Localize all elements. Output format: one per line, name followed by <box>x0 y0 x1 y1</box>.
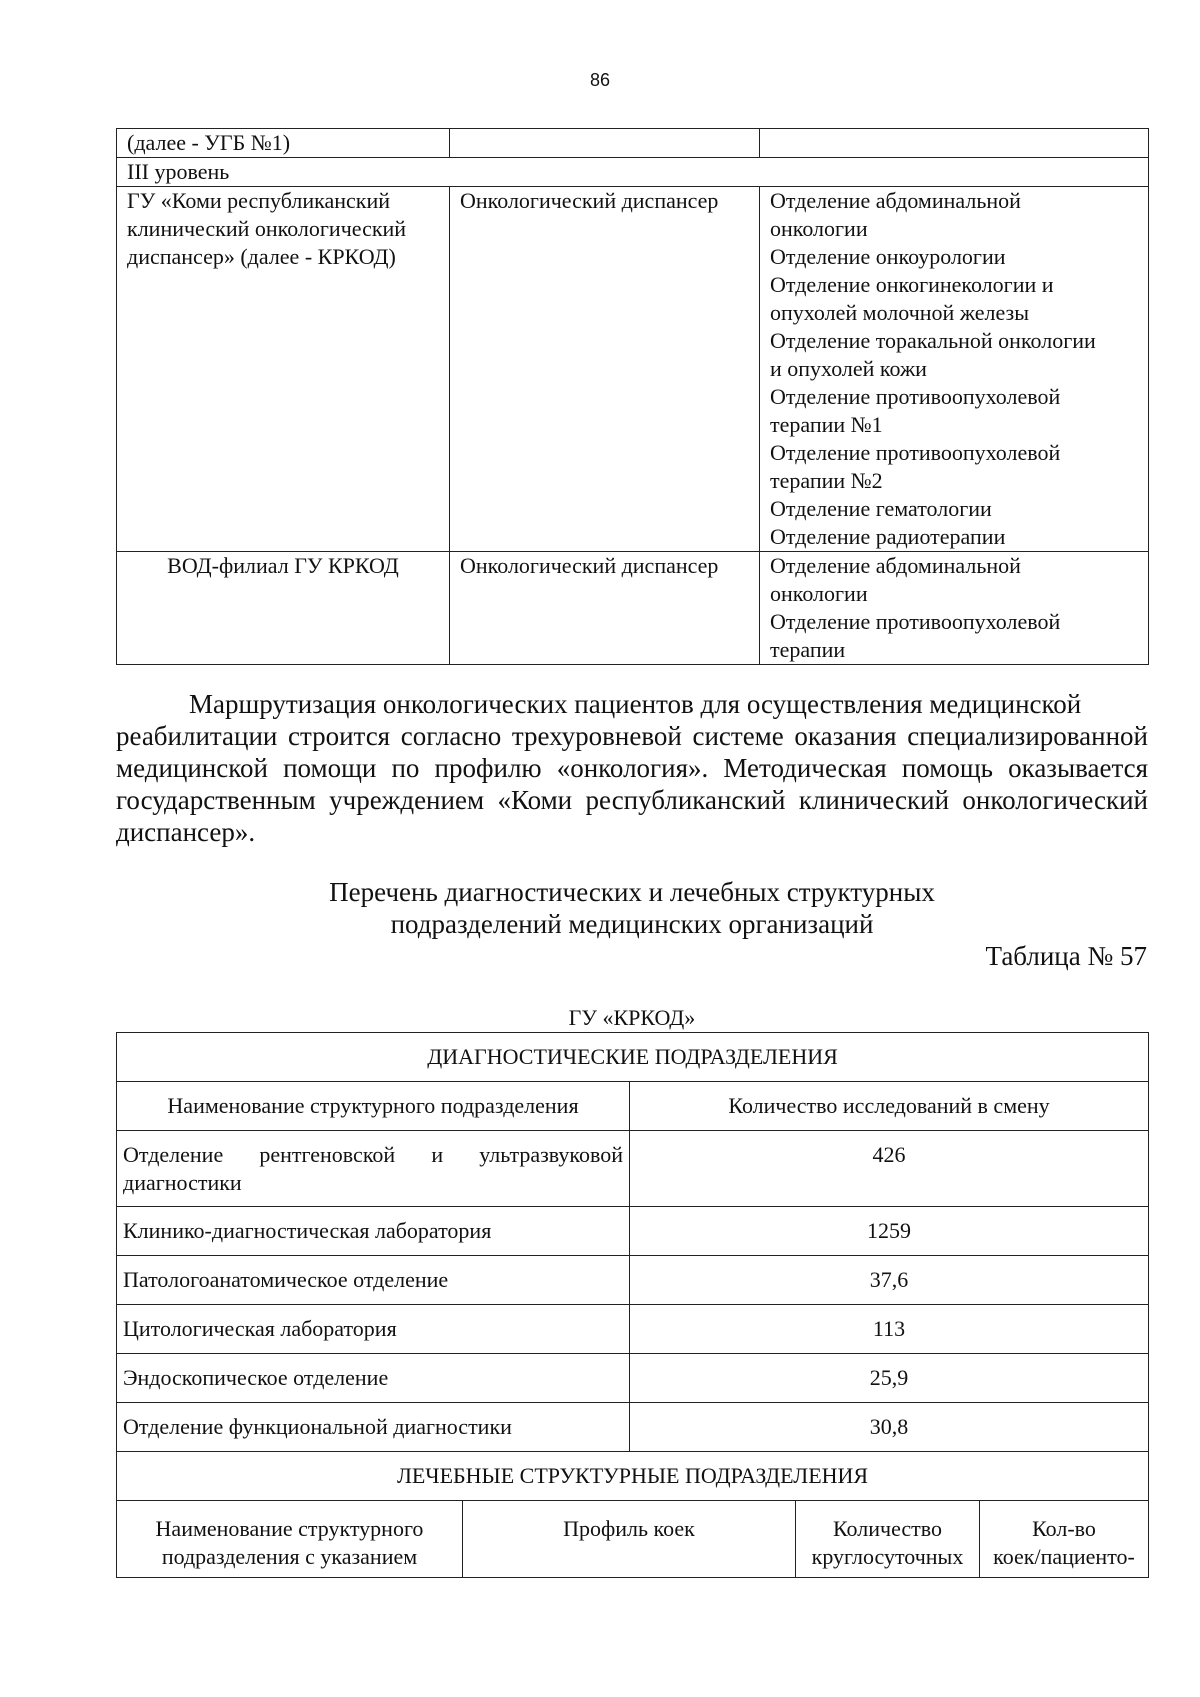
count-cell: 113 <box>630 1305 1149 1354</box>
cell-line: Отделение онкогинекологии и <box>770 272 1054 297</box>
column-header-count: Количество исследований в смену <box>630 1082 1149 1131</box>
header-line: подразделения с указанием <box>161 1544 418 1569</box>
type-cell <box>450 552 760 665</box>
table-row <box>117 129 1149 158</box>
dept-cell <box>760 129 1149 158</box>
cell-line: Отделение абдоминальной <box>770 188 1021 213</box>
count-cell: 25,9 <box>630 1354 1149 1403</box>
diag-section-heading: ДИАГНОСТИЧЕСКИЕ ПОДРАЗДЕЛЕНИЯ <box>117 1033 1149 1082</box>
header-line: круглосуточных <box>811 1544 964 1569</box>
cell-line: (далее - УГБ №1) <box>127 130 291 155</box>
table-row <box>117 1207 1149 1256</box>
dept-name-cell: Эндоскопическое отделение <box>117 1354 630 1403</box>
paragraph-line: помощь оказывается государственным учреждением «Коми республиканский <box>116 753 1148 815</box>
cell-line: онкологии <box>770 216 868 241</box>
table-row <box>117 1501 1149 1578</box>
table-row <box>117 1452 1149 1501</box>
paragraph-line: Маршрутизация онкологических пациентов для осуществления медицинской <box>189 689 1082 719</box>
table-row <box>117 1082 1149 1131</box>
column-header-profile: Профиль коек <box>463 1501 796 1578</box>
table-row <box>117 1354 1149 1403</box>
dept-name-cell: Отделение функциональной диагностики <box>117 1403 630 1452</box>
dept-cell <box>760 187 1149 552</box>
table-row <box>117 552 1149 665</box>
table-row <box>117 1256 1149 1305</box>
dept-name-cell: Цитологическая лаборатория <box>117 1305 630 1354</box>
header-line: Кол-во <box>1032 1516 1096 1541</box>
type-cell <box>450 187 760 552</box>
cell-line: Отделение радиотерапии <box>770 524 1006 549</box>
count-cell: 426 <box>630 1131 1149 1207</box>
cell-line: клинический онкологический <box>127 216 407 241</box>
table-number: Таблица № 57 <box>985 941 1147 971</box>
dept-name-line <box>123 1131 623 1169</box>
column-header-beds <box>796 1501 980 1578</box>
table-row <box>117 158 1149 187</box>
cell-line: и опухолей кожи <box>770 356 927 381</box>
table-row <box>117 1305 1149 1354</box>
paragraph-line: реабилитации строится согласно трехуровневой системе оказания <box>116 721 897 751</box>
dept-name-line: диагностики <box>123 1170 242 1195</box>
cell-line: онкологии <box>770 581 868 606</box>
table-row <box>117 1403 1149 1452</box>
cell-line: Отделение противоопухолевой <box>770 384 1061 409</box>
cell-line: Онкологический диспансер <box>460 188 719 213</box>
cell-line: опухолей молочной железы <box>770 300 1029 325</box>
page-number: 86 <box>589 70 611 90</box>
dept-name-cell <box>117 1131 630 1207</box>
table-row <box>117 187 1149 552</box>
level-heading: III уровень <box>117 158 1149 187</box>
header-line: Количество <box>832 1516 943 1541</box>
cell-line: терапии №2 <box>770 468 883 493</box>
column-header-name: Наименование структурного подразделения <box>117 1082 630 1131</box>
word: ультразвуковой <box>479 1142 623 1167</box>
column-header-unit <box>117 1501 463 1578</box>
dept-name-cell: Патологоанатомическое отделение <box>117 1256 630 1305</box>
dept-name-cell: Клинико-диагностическая лаборатория <box>117 1207 630 1256</box>
cell-line: ГУ «Коми республиканский <box>127 188 391 213</box>
routing-paragraph <box>116 688 1148 848</box>
title-line: Перечень диагностических и лечебных структурных <box>329 877 935 907</box>
word: Отделение <box>123 1142 224 1167</box>
title-line: подразделений медицинских организаций <box>390 909 874 939</box>
cell-line: Отделение гематологии <box>770 496 992 521</box>
list-title <box>116 876 1148 940</box>
paragraph-line: специализированной медицинской помощи по профилю «онкология». Методическая <box>116 721 1148 783</box>
column-header-ratio <box>980 1501 1149 1578</box>
cell-line: диспансер» (далее - КРКОД) <box>127 244 396 269</box>
paragraph-line: клинический онкологический диспансер». <box>116 785 1149 847</box>
cell-line: терапии <box>770 637 846 662</box>
structure-table <box>116 1032 1149 1578</box>
count-cell: 37,6 <box>630 1256 1149 1305</box>
header-line: коек/пациенто- <box>993 1544 1135 1569</box>
org-cell <box>117 129 450 158</box>
count-cell: 30,8 <box>630 1403 1149 1452</box>
dept-cell <box>760 552 1149 665</box>
cell-line: Отделение абдоминальной <box>770 553 1021 578</box>
cell-line: Отделение противоопухолевой <box>770 609 1061 634</box>
routing-table-continuation <box>116 128 1149 665</box>
count-cell: 1259 <box>630 1207 1149 1256</box>
org-cell <box>117 552 450 665</box>
table-row <box>117 1033 1149 1082</box>
table-row <box>117 1131 1149 1207</box>
type-cell <box>450 129 760 158</box>
org-cell <box>117 187 450 552</box>
cell-line: ВОД-филиал ГУ КРКОД <box>167 553 399 578</box>
word: и <box>431 1142 444 1167</box>
cell-line: Отделение торакальной онкологии <box>770 328 1096 353</box>
org-caption: ГУ «КРКОД» <box>568 1005 696 1030</box>
header-line: Наименование структурного <box>155 1516 424 1541</box>
cell-line: Отделение противоопухолевой <box>770 440 1061 465</box>
treat-section-heading: ЛЕЧЕБНЫЕ СТРУКТУРНЫЕ ПОДРАЗДЕЛЕНИЯ <box>117 1452 1149 1501</box>
cell-line: терапии №1 <box>770 412 883 437</box>
cell-line: Онкологический диспансер <box>460 553 719 578</box>
cell-line: Отделение онкоурологии <box>770 244 1006 269</box>
word: рентгеновской <box>259 1142 396 1167</box>
